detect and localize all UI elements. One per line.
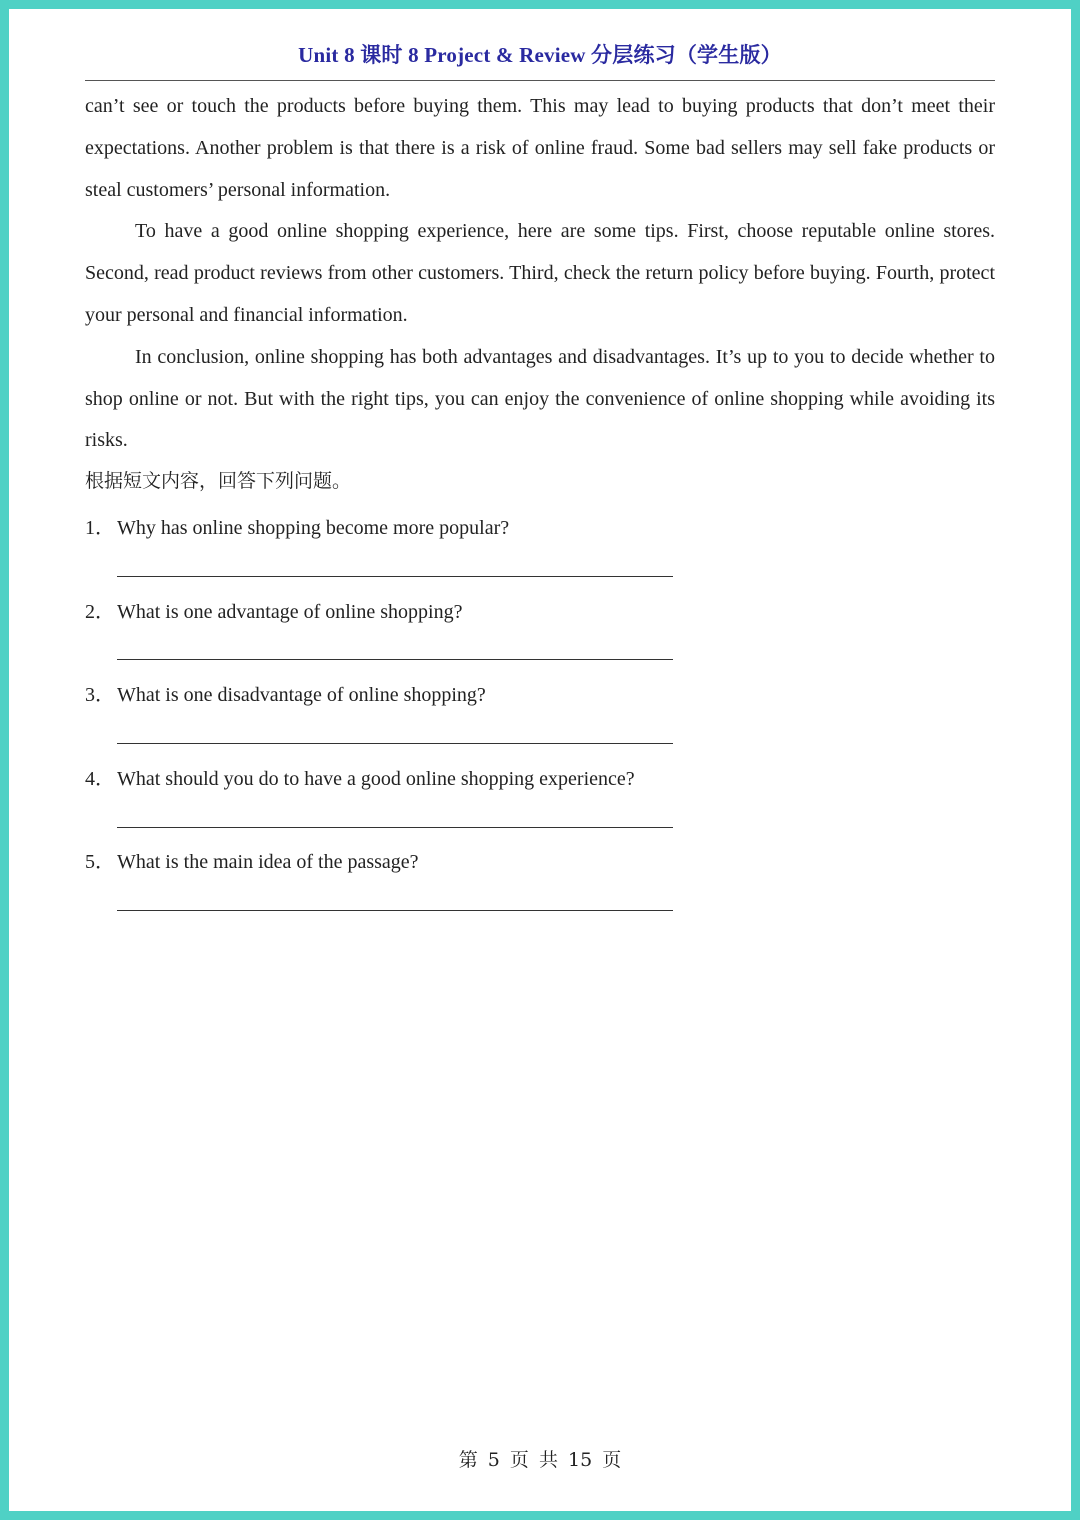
passage-paragraph-3: In conclusion, online shopping has both advantages and disadvantages. It’s up to you to decide whether to shop online or not. But with the right tips, you can enjoy the convenience of online shopping while avoiding its risks. <box>85 345 995 452</box>
question-3 <box>85 678 486 707</box>
answer-line-3[interactable] <box>117 743 673 744</box>
passage-paragraph-1: can’t see or touch the products before buying them. This may lead to buying products that don’t meet their expectations. Another problem is that there is a risk of online fraud. Some bad sellers may sell fake products or steal customers’ personal information. <box>85 95 995 201</box>
question-text: Why has online shopping become more popular? <box>117 517 510 539</box>
question-number: 5． <box>85 851 115 873</box>
passage-paragraph-2: To have a good online shopping experience, here are some tips. First, choose reputable online stores. Second, read product reviews from other customers. Third, check the return policy before buying. Fourth, protect your personal and financial information. <box>85 220 995 326</box>
page-number-footer: 第 5 页 共 15 页 <box>458 1449 622 1471</box>
question-number: 2． <box>85 601 115 623</box>
answer-line-5[interactable] <box>117 910 673 911</box>
question-text: What is the main idea of the passage? <box>117 851 419 873</box>
question-5 <box>85 845 419 874</box>
question-text: What should you do to have a good online shopping experience? <box>117 768 635 790</box>
answer-line-1[interactable] <box>117 576 673 577</box>
question-number: 3． <box>85 684 115 706</box>
page-header-title: Unit 8 课时 8 Project & Review 分层练习（学生版） <box>298 43 782 67</box>
question-number: 4． <box>85 768 115 790</box>
instruction-text: 根据短文内容，回答下列问题。 <box>85 470 352 492</box>
header-divider <box>85 80 995 81</box>
question-2 <box>85 595 462 624</box>
answer-line-2[interactable] <box>117 659 673 660</box>
question-text: What is one disadvantage of online shopping? <box>117 684 486 706</box>
question-1 <box>85 511 509 540</box>
answer-line-4[interactable] <box>117 827 673 828</box>
question-text: What is one advantage of online shopping? <box>117 601 463 623</box>
question-number: 1． <box>85 517 115 539</box>
question-4 <box>85 762 635 791</box>
passage <box>85 86 995 462</box>
